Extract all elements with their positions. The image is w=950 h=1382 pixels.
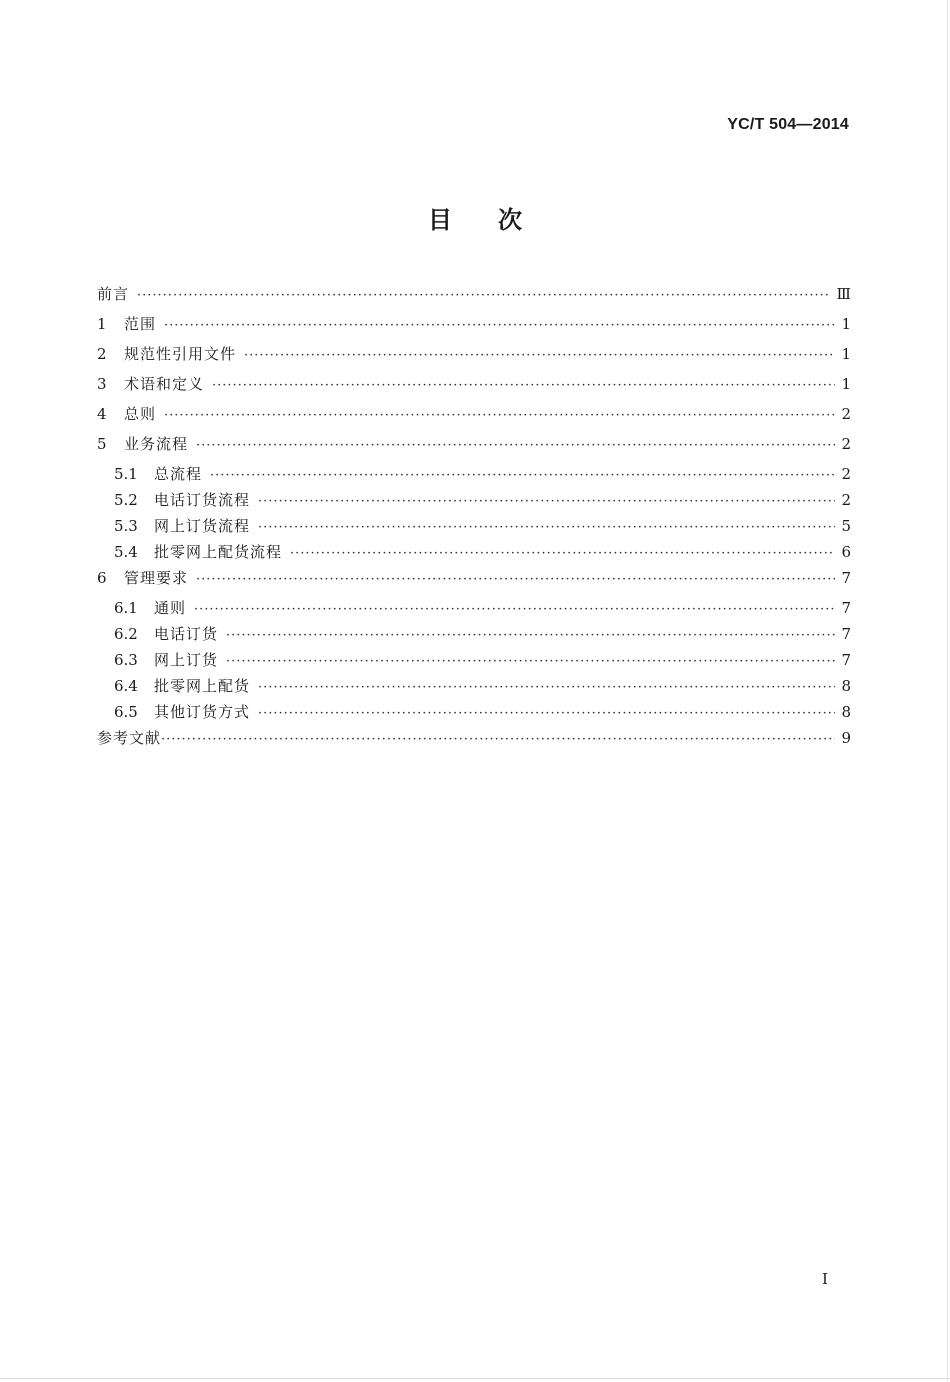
- toc-entry-page: 7: [841, 625, 851, 643]
- toc-entry-title: 总流程: [154, 465, 203, 483]
- page-title: 目次: [428, 206, 568, 234]
- toc-entry[interactable]: [97, 621, 851, 647]
- page-number: I: [822, 1270, 828, 1288]
- toc-dot-leader: [164, 313, 835, 339]
- toc-dot-leader: [258, 701, 835, 727]
- toc-entry-page: 7: [841, 599, 851, 617]
- toc-entry-title: 管理要求: [124, 569, 189, 587]
- toc-entry[interactable]: [97, 281, 851, 311]
- toc-entry-page: Ⅲ: [836, 285, 851, 303]
- toc-entry[interactable]: [97, 461, 851, 487]
- toc-entry-title: 通则: [154, 599, 187, 617]
- toc-entry-title: 其他订货方式: [154, 703, 251, 721]
- toc-entry-title: 网上订货: [154, 651, 219, 669]
- toc-entry-title: 术语和定义: [124, 375, 205, 393]
- toc-entry-title: 业务流程: [124, 435, 189, 453]
- toc-entry[interactable]: [97, 565, 851, 595]
- toc-dot-leader: [212, 373, 835, 399]
- toc-entry[interactable]: [97, 431, 851, 461]
- toc-dot-leader: [194, 597, 835, 623]
- toc-entry[interactable]: [97, 539, 851, 565]
- toc-dot-leader: [196, 567, 835, 593]
- toc-entry-page: 1: [841, 375, 851, 393]
- toc-dot-leader: [210, 463, 835, 489]
- toc-entry-title: 范围: [124, 315, 157, 333]
- standard-code: YC/T 504—2014: [727, 116, 849, 133]
- toc-entry-title: 前言: [97, 285, 130, 303]
- toc-entry-title: 批零网上配货流程: [154, 543, 283, 561]
- toc-entry-number: 5.3: [114, 517, 138, 535]
- toc-entry-title: 总则: [124, 405, 157, 423]
- toc-dot-leader: [258, 515, 835, 541]
- toc-entry[interactable]: [97, 647, 851, 673]
- toc-entry[interactable]: [97, 401, 851, 431]
- toc-entry[interactable]: [97, 513, 851, 539]
- toc-dot-leader: [164, 403, 835, 429]
- toc-dot-leader: [258, 675, 835, 701]
- toc-entry-number: 4: [97, 405, 107, 423]
- toc-entry-page: 2: [841, 491, 851, 509]
- toc-entry-number: 5.1: [114, 465, 138, 483]
- toc-entry[interactable]: [97, 311, 851, 341]
- toc-entry-number: 1: [97, 315, 107, 333]
- toc-entry-number: 6.5: [114, 703, 138, 721]
- toc-entry-number: 6: [97, 569, 107, 587]
- toc-dot-leader: [196, 433, 835, 459]
- toc-entry-number: 6.2: [114, 625, 138, 643]
- toc-entry-page: 1: [841, 345, 851, 363]
- toc-dot-leader: [137, 283, 831, 309]
- toc-entry-number: 2: [97, 345, 107, 363]
- toc-entry-title: 电话订货流程: [154, 491, 251, 509]
- toc-entry-page: 1: [841, 315, 851, 333]
- toc-entry-page: 2: [841, 405, 851, 423]
- toc-entry-page: 6: [841, 543, 851, 561]
- toc-entry-number: 5.2: [114, 491, 138, 509]
- toc-dot-leader: [258, 489, 835, 515]
- toc-entry-page: 7: [841, 651, 851, 669]
- toc-entry-number: 6.3: [114, 651, 138, 669]
- toc-entry-title: 参考文献: [97, 729, 162, 747]
- toc-entry-number: 6.4: [114, 677, 138, 695]
- toc-entry-page: 8: [841, 677, 851, 695]
- toc-dot-leader: [226, 649, 835, 675]
- toc-entry-title: 批零网上配货: [154, 677, 251, 695]
- toc-dot-leader: [161, 727, 835, 753]
- toc-entry[interactable]: [97, 725, 851, 755]
- toc-entry[interactable]: [97, 595, 851, 621]
- toc-entry[interactable]: [97, 487, 851, 513]
- toc-entry-title: 网上订货流程: [154, 517, 251, 535]
- toc-entry-number: 6.1: [114, 599, 138, 617]
- toc-entry[interactable]: [97, 699, 851, 725]
- toc-entry[interactable]: [97, 371, 851, 401]
- toc-dot-leader: [244, 343, 835, 369]
- toc-entry-page: 2: [841, 435, 851, 453]
- toc-entry-page: 9: [841, 729, 851, 747]
- toc-entry-title: 电话订货: [154, 625, 219, 643]
- toc-entry-number: 3: [97, 375, 107, 393]
- toc-entry[interactable]: [97, 673, 851, 699]
- page-edge-bottom: [0, 1378, 950, 1379]
- toc-entry-number: 5.4: [114, 543, 138, 561]
- toc-entry-page: 8: [841, 703, 851, 721]
- toc-entry[interactable]: [97, 341, 851, 371]
- table-of-contents: [97, 281, 851, 755]
- toc-entry-page: 2: [841, 465, 851, 483]
- toc-dot-leader: [290, 541, 835, 567]
- toc-entry-title: 规范性引用文件: [124, 345, 237, 363]
- toc-entry-page: 7: [841, 569, 851, 587]
- toc-dot-leader: [226, 623, 835, 649]
- toc-entry-page: 5: [841, 517, 851, 535]
- toc-entry-number: 5: [97, 435, 107, 453]
